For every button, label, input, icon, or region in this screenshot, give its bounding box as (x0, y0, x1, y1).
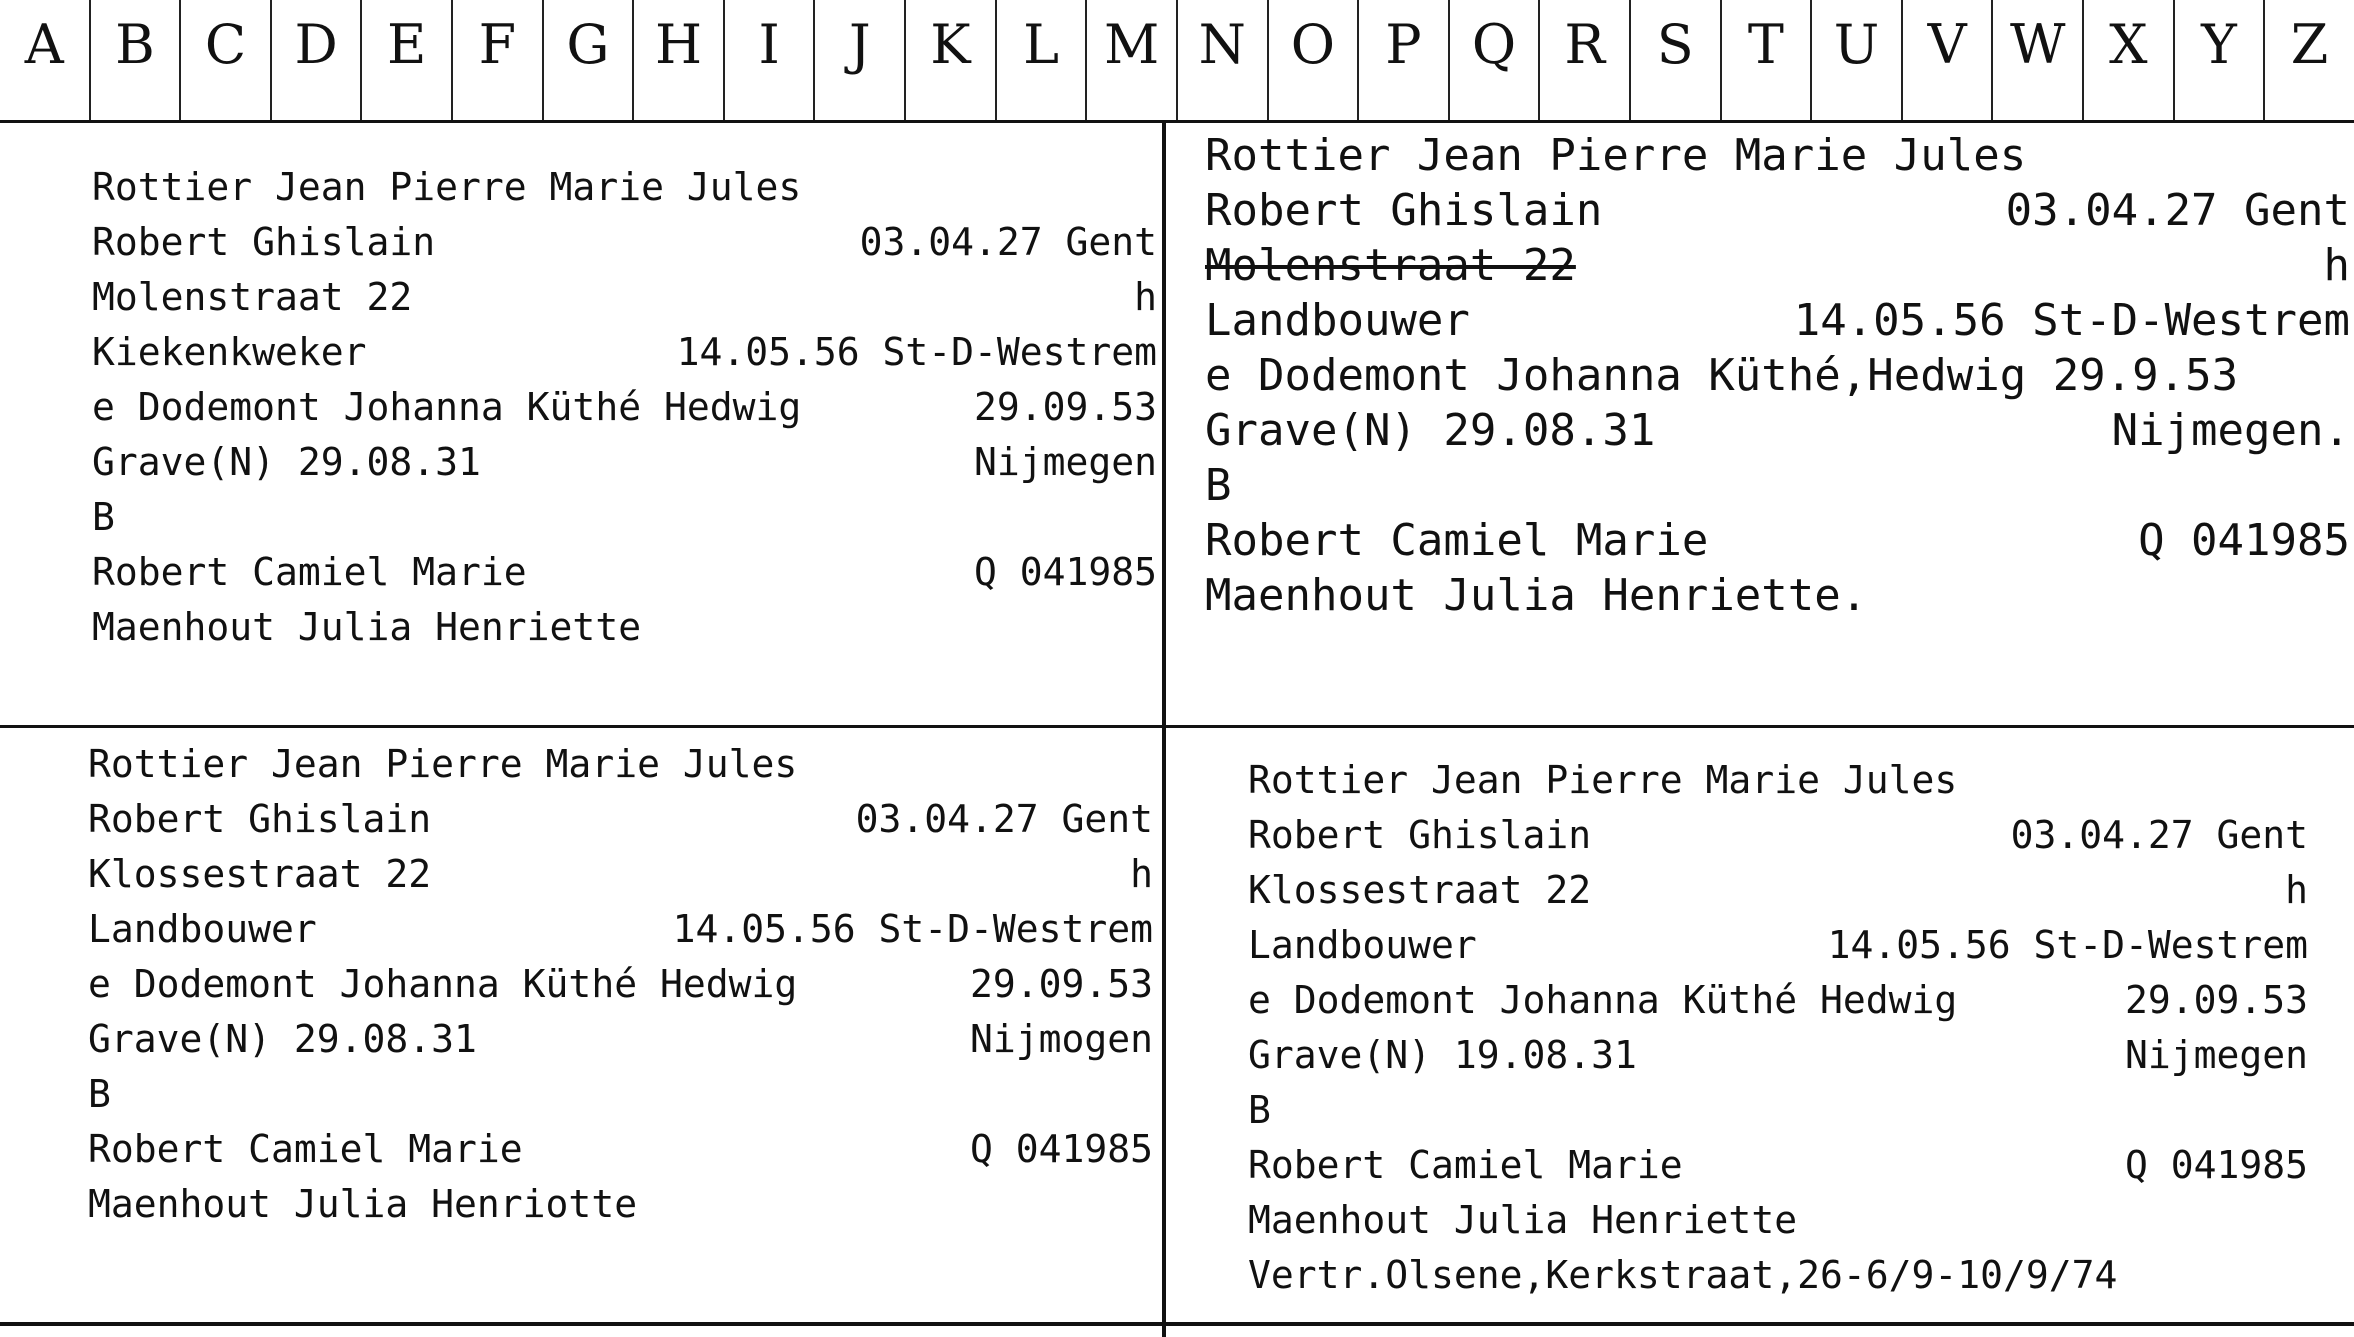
record-line-value: h (1134, 275, 1157, 319)
record-line-text: e Dodemont Johanna Küthé,Hedwig 29.9.53 (1205, 350, 2239, 401)
vertical-divider (1162, 120, 1166, 1337)
record-line-value: 03.04.27 Gent (855, 797, 1153, 841)
record-line-value: Nijmogen (969, 1017, 1153, 1061)
index-letter-x: X (2082, 0, 2173, 120)
record-line-text: Grave(N) 19.08.31 (1248, 1033, 1637, 1077)
record-line-text: Robert Camiel Marie (1205, 515, 1709, 566)
record-line-text: Klossestraat 22 (88, 852, 432, 896)
index-letter-k: K (904, 0, 995, 120)
index-letter-z: Z (2263, 0, 2354, 120)
record-line-text: Robert Camiel Marie (92, 550, 527, 594)
record-line-text: Molenstraat 22 (1205, 240, 1576, 291)
horizontal-divider-bottom (0, 1322, 2354, 1326)
index-letter-i: I (723, 0, 814, 120)
record-line-text: Maenhout Julia Henriotte (88, 1182, 638, 1226)
index-letter-y: Y (2173, 0, 2264, 120)
record-line-value: Q 041985 (969, 1127, 1153, 1171)
record-line-value: 14.05.56 St-D-Westrem (1827, 923, 2308, 967)
record-line-text: Landbouwer (1248, 923, 1477, 967)
index-letter-r: R (1538, 0, 1629, 120)
index-letter-q: Q (1448, 0, 1539, 120)
record-line-value: 29.09.53 (973, 385, 1157, 429)
record-line-text: Klossestraat 22 (1248, 868, 1592, 912)
record-line-text: B (1248, 1088, 1271, 1132)
record-line-text: Robert Ghislain (1248, 813, 1592, 857)
index-letter-c: C (179, 0, 270, 120)
record-line-value: 29.09.53 (2124, 978, 2308, 1022)
record-line-value: 03.04.27 Gent (859, 220, 1157, 264)
index-letter-t: T (1720, 0, 1811, 120)
record-line-value: 14.05.56 St-D-Westrem (672, 907, 1153, 951)
record-line-text: Landbouwer (1205, 295, 1470, 346)
record-line-text: Robert Camiel Marie (88, 1127, 523, 1171)
index-letter-a: A (24, 13, 64, 76)
record-line-text: Grave(N) 29.08.31 (88, 1017, 477, 1061)
index-letter-e: E (360, 0, 451, 120)
index-letter-u: U (1810, 0, 1901, 120)
record-line-value: h (2285, 868, 2308, 912)
index-letter-w: W (1991, 0, 2082, 120)
horizontal-divider-top (0, 725, 2354, 728)
record-line-value: 03.04.27 Gent (2005, 185, 2350, 236)
index-letter-f: F (451, 0, 542, 120)
record-line-text: Vertr.Olsene,Kerkstraat,26-6/9-10/9/74 (1248, 1253, 2118, 1297)
index-letter-v: V (1901, 0, 1992, 120)
record-line-text: Rottier Jean Pierre Marie Jules (1205, 130, 2027, 181)
record-line-text: Molenstraat 22 (92, 275, 413, 319)
index-letter-j: J (813, 0, 904, 120)
index-letter-h: H (632, 0, 723, 120)
record-line-text: B (88, 1072, 111, 1116)
record-line-value: 14.05.56 St-D-Westrem (676, 330, 1157, 374)
record-line-value: Q 041985 (973, 550, 1157, 594)
record-line-text: Rottier Jean Pierre Marie Jules (1248, 758, 1958, 802)
index-letter-s: S (1629, 0, 1720, 120)
record-line-text: Robert Camiel Marie (1248, 1143, 1683, 1187)
alphabet-index-row (0, 0, 2354, 123)
index-letter-m: M (1085, 0, 1176, 120)
record-line-value: h (2323, 240, 2350, 291)
index-letter-l: L (995, 0, 1086, 120)
record-line-text: Maenhout Julia Henriette. (1205, 570, 1868, 621)
record-line-value: Nijmegen. (2111, 405, 2350, 456)
index-letter-g: G (542, 0, 633, 120)
record-line-text: Robert Ghislain (92, 220, 436, 264)
index-letter-o: O (1267, 0, 1358, 120)
record-line-value: 14.05.56 St-D-Westrem (1793, 295, 2350, 346)
record-line-text: B (92, 495, 115, 539)
record-line-text: e Dodemont Johanna Küthé Hedwig (88, 962, 798, 1006)
record-line-text: Rottier Jean Pierre Marie Jules (92, 165, 802, 209)
record-line-text: Robert Ghislain (1205, 185, 1603, 236)
record-line-text: B (1205, 460, 1232, 511)
record-line-value: Nijmegen (973, 440, 1157, 484)
index-letter-d: D (270, 0, 361, 120)
index-letter-p: P (1357, 0, 1448, 120)
record-line-value: Q 041985 (2124, 1143, 2308, 1187)
index-letter-n: N (1176, 0, 1267, 120)
record-line-text: Landbouwer (88, 907, 317, 951)
record-line-value: 29.09.53 (969, 962, 1153, 1006)
record-line-text: Maenhout Julia Henriette (92, 605, 642, 649)
record-line-text: Robert Ghislain (88, 797, 432, 841)
record-line-text: e Dodemont Johanna Küthé Hedwig (92, 385, 802, 429)
record-line-text: e Dodemont Johanna Küthé Hedwig (1248, 978, 1958, 1022)
record-line-value: h (1130, 852, 1153, 896)
record-line-text: Kiekenkweker (92, 330, 367, 374)
record-line-value: Q 041985 (2138, 515, 2350, 566)
record-line-text: Maenhout Julia Henriette (1248, 1198, 1798, 1242)
record-line-value: 03.04.27 Gent (2010, 813, 2308, 857)
record-line-text: Grave(N) 29.08.31 (92, 440, 481, 484)
record-line-text: Rottier Jean Pierre Marie Jules (88, 742, 798, 786)
index-letter-b: B (89, 0, 180, 120)
record-line-value: Nijmegen (2124, 1033, 2308, 1077)
record-line-text: Grave(N) 29.08.31 (1205, 405, 1656, 456)
